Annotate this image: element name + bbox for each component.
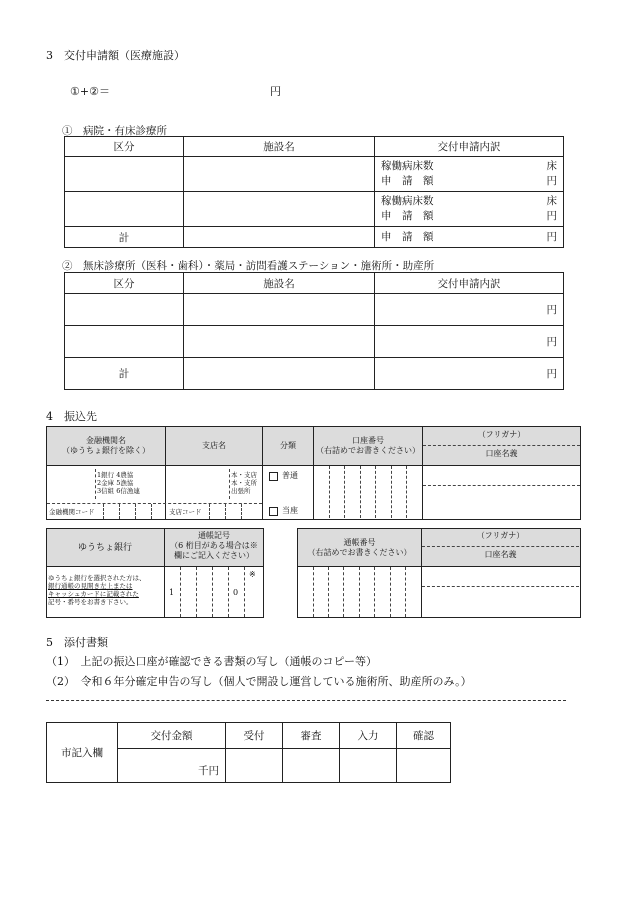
- total-label: 計: [65, 227, 184, 248]
- total-row: [65, 227, 564, 248]
- breakdown-cell[interactable]: 稼働病床数 床 申 請 額 円: [375, 192, 564, 227]
- section3-title: 3 交付申請額（医療施設）: [46, 49, 185, 62]
- total-amount-cell[interactable]: 円: [375, 358, 564, 390]
- city-use-table: [46, 722, 451, 783]
- input-cell[interactable]: [340, 749, 397, 783]
- col-review: 審査: [283, 723, 340, 749]
- total-unit: 円: [270, 85, 281, 98]
- grant-amount-cell[interactable]: 千円: [118, 749, 226, 783]
- review-cell[interactable]: [283, 749, 340, 783]
- clinic-table: [64, 272, 564, 390]
- table-row: [65, 157, 564, 192]
- yucho-furigana-header: （フリガナ）: [476, 531, 525, 540]
- category-cell[interactable]: [65, 192, 184, 227]
- col-breakdown: 交付申請内訳: [375, 273, 564, 294]
- col-receipt: 受付: [226, 723, 283, 749]
- passbook-number-header: 通帳番号 （右詰めでお書きください）: [307, 538, 412, 557]
- branch-code-label: 支店コード: [169, 508, 202, 516]
- table-row: [65, 326, 564, 358]
- col-confirm: 確認: [397, 723, 451, 749]
- facility-cell[interactable]: [184, 192, 375, 227]
- bank-code-label: 金融機関コード: [49, 508, 95, 516]
- yucho-account-block: [46, 528, 581, 618]
- total-facility-cell: [184, 227, 375, 248]
- furigana-header: （フリガナ）: [477, 430, 526, 439]
- total-facility-cell: [184, 358, 375, 390]
- facility-cell[interactable]: [184, 326, 375, 358]
- account-type-current[interactable]: 当座: [269, 506, 298, 516]
- category-cell[interactable]: [65, 294, 184, 326]
- yucho-holder-header: 口座名義: [484, 550, 517, 559]
- account-holder-header: 口座名義: [485, 449, 518, 458]
- col-grant-amount: 交付金額: [118, 723, 226, 749]
- facility-cell[interactable]: [184, 294, 375, 326]
- type-header: 分類: [280, 441, 296, 450]
- section5-title: 5 添付書類: [46, 636, 108, 649]
- passbook-digit-1: 1: [169, 588, 175, 597]
- col-facility: 施設名: [184, 137, 375, 157]
- table-row: [65, 294, 564, 326]
- col-category: 区分: [65, 137, 184, 157]
- passbook-symbol-header: 通帳記号 （6 桁目がある場合は※ 欄にご記入ください）: [170, 531, 258, 560]
- confirm-cell[interactable]: [397, 749, 451, 783]
- yucho-label: ゆうちょ銀行: [77, 543, 132, 553]
- city-label: 市記入欄: [47, 723, 118, 783]
- total-label: 計: [65, 358, 184, 390]
- amount-cell[interactable]: 円: [375, 294, 564, 326]
- category-cell[interactable]: [65, 157, 184, 192]
- bank-type-options[interactable]: 1銀行 4農協 2金庫 5漁協 3信組 6信漁連: [97, 471, 140, 495]
- total-amount-cell[interactable]: 申 請 額 円: [375, 227, 564, 248]
- attachment-1: （1） 上記の振込口座が確認できる書類の写し（通帳のコピー等）: [46, 655, 378, 668]
- category-cell[interactable]: [65, 326, 184, 358]
- passbook-asterisk: ※: [249, 570, 256, 579]
- section4-title: 4 振込先: [46, 410, 97, 423]
- table1-title: ① 病院・有床診療所: [62, 125, 167, 137]
- total-row: [65, 358, 564, 390]
- table2-title: ② 無床診療所（医科・歯科）・薬局・訪問看護ステーション・施術所・助産所: [62, 260, 435, 272]
- bank-account-block: [46, 426, 581, 520]
- branch-type-options[interactable]: 本・支店 本・支所 出張所: [231, 471, 257, 495]
- hospital-table: [64, 136, 564, 248]
- col-breakdown: 交付申請内訳: [375, 137, 564, 157]
- amount-cell[interactable]: 円: [375, 326, 564, 358]
- col-category: 区分: [65, 273, 184, 294]
- col-facility: 施設名: [184, 273, 375, 294]
- facility-cell[interactable]: [184, 157, 375, 192]
- yucho-note: ゆうちょ銀行を選択された方は、 銀行通帳の見開き左上または キャッシュカードに記載された 記号・番号をお書き下さい。: [48, 574, 146, 606]
- cut-line: [46, 700, 566, 701]
- receipt-cell[interactable]: [226, 749, 283, 783]
- table-row: [65, 192, 564, 227]
- total-formula-label: ①+②＝: [70, 85, 110, 98]
- attachment-2: （2） 令和６年分確定申告の写し（個人で開設し運営している施術所、助産所のみ。）: [46, 675, 472, 688]
- bank-name-header: 金融機関名 （ゆうちょ銀行を除く）: [62, 436, 150, 455]
- account-number-header: 口座番号 （右詰めでお書きください）: [316, 436, 420, 455]
- branch-header: 支店名: [202, 441, 226, 450]
- passbook-digit-0: 0: [233, 588, 239, 597]
- col-input: 入力: [340, 723, 397, 749]
- breakdown-cell[interactable]: 稼働病床数 床 申 請 額 円: [375, 157, 564, 192]
- account-type-ordinary[interactable]: 普通: [269, 471, 298, 481]
